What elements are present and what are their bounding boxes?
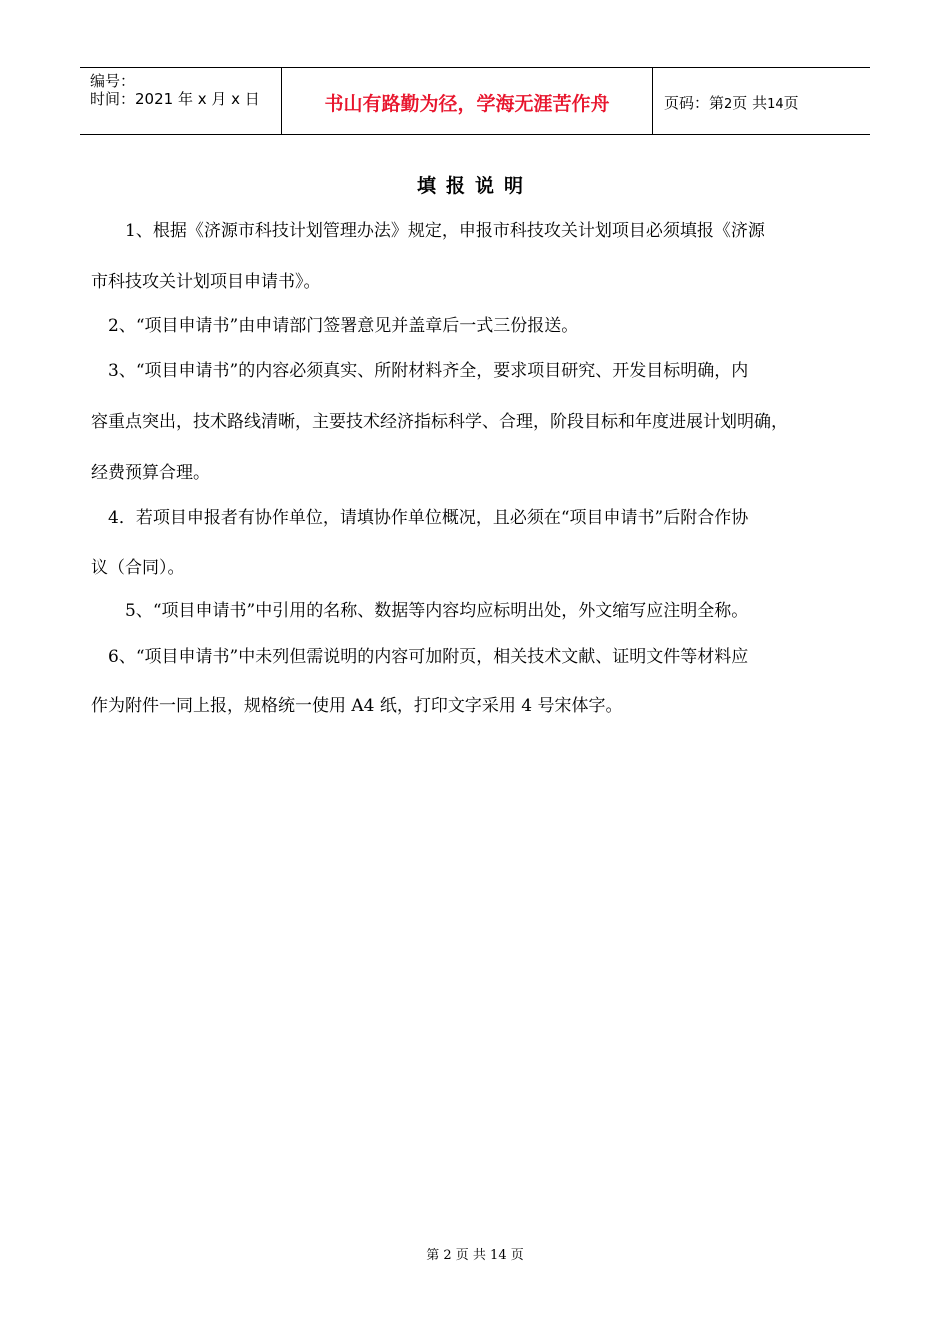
motto-text: 书山有路勤为径，学海无涯苦作舟 <box>324 93 610 115</box>
number-label: 编号： <box>90 72 136 90</box>
page-suffix: 页 <box>783 94 799 112</box>
time-value: 2021 年 x 月 x 日 <box>135 90 260 108</box>
time-line <box>90 90 260 108</box>
page-label-prefix: 页码：第 <box>664 94 725 112</box>
body-line: 1、根据《济源市科技计划管理办法》规定，申报市科技攻关计划项目必须填报《济源 <box>91 221 765 241</box>
page-mid: 页 共 <box>732 94 768 112</box>
header-page-cell <box>653 68 870 135</box>
header-info-cell <box>80 68 281 135</box>
body-line: 3、“项目申请书”的内容必须真实、所附材料齐全，要求项目研究、开发目标明确，内 <box>91 361 749 381</box>
body-line: 6、“项目申请书”中未列但需说明的内容可加附页，相关技术文献、证明文件等材料应 <box>91 647 749 667</box>
page-total: 14 <box>767 97 784 112</box>
body-line: 市科技攻关计划项目申请书》。 <box>91 272 321 292</box>
time-label: 时间： <box>90 90 136 108</box>
body-line: 2、“项目申请书”由申请部门签署意见并盖章后一式三份报送。 <box>91 316 579 336</box>
header-motto-cell <box>281 68 653 135</box>
body-line: 5、“项目申请书”中引用的名称、数据等内容均应标明出处，外文缩写应注明全称。 <box>91 601 749 621</box>
page-footer: 第 2 页 共 14 页 <box>426 1248 524 1263</box>
page-header <box>80 67 870 135</box>
body-line: 经费预算合理。 <box>91 463 210 483</box>
page-number-info <box>664 94 799 114</box>
body-line: 4．若项目申报者有协作单位，请填协作单位概况，且必须在“项目申请书”后附合作协 <box>91 508 749 528</box>
page-current: 2 <box>724 97 733 112</box>
document-title: 填报说明 <box>416 175 533 197</box>
body-line: 容重点突出，技术路线清晰，主要技术经济指标科学、合理，阶段目标和年度进展计划明确， <box>91 412 788 432</box>
body-line: 议（合同）。 <box>91 558 185 578</box>
body-line: 作为附件一同上报，规格统一使用 A4 纸，打印文字采用 4 号宋体字。 <box>91 696 623 716</box>
